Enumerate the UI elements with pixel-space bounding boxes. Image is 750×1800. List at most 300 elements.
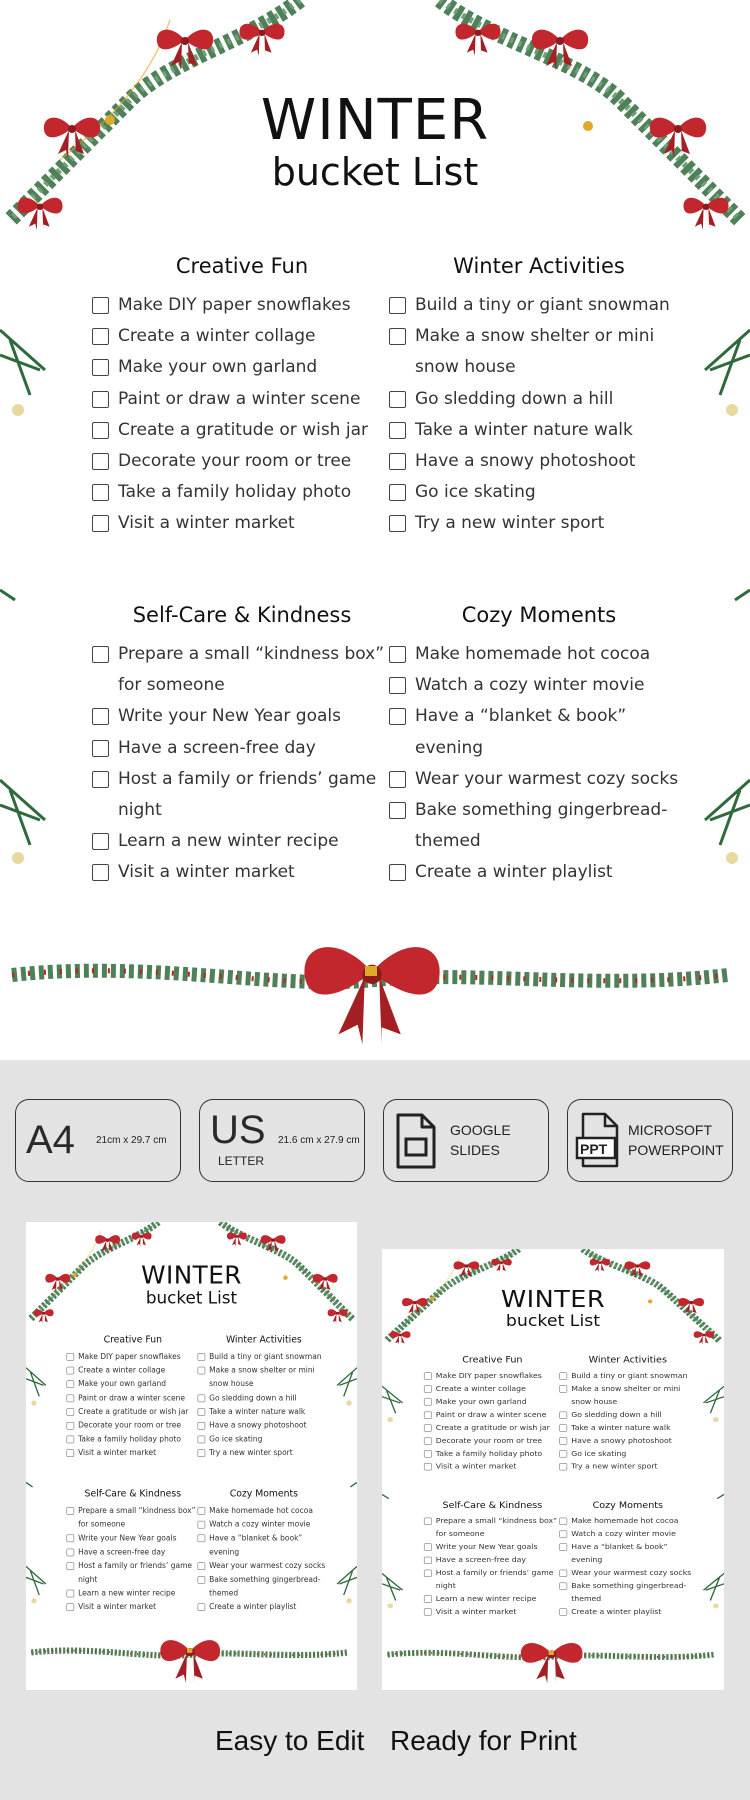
- section-heading: Self-Care & Kindness: [442, 1499, 543, 1510]
- checklist-item: [198, 1391, 330, 1405]
- checkbox[interactable]: [559, 1437, 567, 1444]
- section-list: [198, 1350, 330, 1460]
- checkbox[interactable]: [389, 328, 406, 345]
- checklist-item: [559, 1383, 696, 1409]
- checklist-item: [67, 1545, 199, 1559]
- checklist-item-label: Have a snowy photoshoot: [571, 1436, 672, 1445]
- checkbox[interactable]: [92, 328, 109, 345]
- section-cozy-moments: [198, 1488, 330, 1614]
- checkbox[interactable]: [92, 359, 109, 376]
- section-self-care: [67, 1488, 199, 1614]
- checklist-item-label: Host a family or friends’ game night: [118, 768, 377, 821]
- checklist-item: [92, 826, 392, 857]
- checklist-item-label: Write your New Year goals: [435, 1542, 538, 1552]
- checklist-item-label: Go ice skating: [571, 1449, 627, 1458]
- checklist-item-label: Prepare a small “kindness box” for someone: [118, 644, 385, 696]
- checklist-item-label: Create a winter playlist: [209, 1602, 297, 1612]
- checklist-item-label: Make a snow shelter or mini snow house: [209, 1366, 315, 1389]
- checkbox[interactable]: [389, 422, 406, 439]
- checklist-item: [389, 639, 689, 670]
- checklist-item: [92, 733, 392, 764]
- title-sub: bucket List: [145, 1288, 238, 1308]
- checkbox[interactable]: [424, 1386, 432, 1393]
- title-sub: bucket List: [505, 1311, 601, 1330]
- checkbox[interactable]: [67, 1408, 75, 1416]
- checklist-item: [67, 1391, 199, 1405]
- badge-google-line2: SLIDES: [450, 1142, 500, 1158]
- checklist-item: [67, 1364, 199, 1378]
- checklist-item: [559, 1528, 696, 1541]
- checklist-item-label: Go sledding down a hill: [209, 1393, 297, 1403]
- checklist-item-label: Have a screen-free day: [118, 737, 316, 758]
- checkbox[interactable]: [559, 1411, 567, 1418]
- checkbox[interactable]: [67, 1590, 75, 1598]
- checklist-item-label: Create a gratitude or wish jar: [118, 419, 368, 440]
- checklist-item-label: Visit a winter market: [118, 513, 295, 534]
- section-heading: Winter Activities: [453, 254, 625, 278]
- checkbox[interactable]: [424, 1424, 432, 1431]
- checklist-item: [92, 764, 392, 826]
- section-list: [67, 1350, 199, 1460]
- checklist-item-label: Try a new winter sport: [415, 513, 605, 534]
- checkbox[interactable]: [67, 1549, 75, 1557]
- checkbox[interactable]: [424, 1557, 432, 1564]
- checklist-item-label: Visit a winter market: [78, 1602, 157, 1612]
- checklist-item: [424, 1396, 561, 1409]
- checklist-item: [92, 477, 392, 508]
- checklist-item: [198, 1559, 330, 1573]
- checklist-item: [389, 701, 689, 763]
- checklist-item: [198, 1350, 330, 1364]
- section-heading: Winter Activities: [588, 1354, 667, 1365]
- checkbox[interactable]: [92, 484, 109, 501]
- checkbox[interactable]: [198, 1422, 206, 1430]
- checklist-item: [424, 1448, 561, 1461]
- checkbox[interactable]: [559, 1463, 567, 1470]
- badge-us-letter: [199, 1099, 365, 1182]
- section-heading: Creative Fun: [103, 1334, 162, 1345]
- title-main: WINTER: [141, 1260, 242, 1290]
- checklist-item-label: Wear your warmest cozy socks: [571, 1568, 692, 1578]
- checklist-item-label: Watch a cozy winter movie: [209, 1520, 311, 1529]
- checkbox[interactable]: [424, 1373, 432, 1380]
- section-list: [92, 639, 392, 889]
- checkbox[interactable]: [92, 515, 109, 532]
- checklist-item-label: Go ice skating: [415, 482, 536, 503]
- preview-a4-content: [26, 1222, 357, 1690]
- title-sub: bucket List: [271, 150, 479, 194]
- checklist-item: [92, 384, 392, 415]
- checklist-item: [67, 1405, 199, 1419]
- checkbox[interactable]: [67, 1450, 75, 1458]
- checklist-item-label: Decorate your room or tree: [78, 1421, 182, 1430]
- section-heading: Self-Care & Kindness: [84, 1488, 182, 1499]
- checklist-item: [389, 477, 689, 508]
- checkbox[interactable]: [92, 864, 109, 881]
- checkbox[interactable]: [198, 1394, 206, 1402]
- badge-a4-size: 21cm x 29.7 cm: [96, 1135, 167, 1146]
- checkbox[interactable]: [559, 1544, 567, 1551]
- checkbox[interactable]: [389, 708, 406, 725]
- checklist-item-label: Bake something gingerbread-themed: [571, 1581, 687, 1604]
- checklist-item: [389, 415, 689, 446]
- checklist-item: [424, 1515, 561, 1541]
- checkbox[interactable]: [389, 391, 406, 408]
- checklist-item-label: Make homemade hot cocoa: [415, 644, 651, 664]
- checklist-item: [389, 857, 689, 888]
- checkbox[interactable]: [424, 1437, 432, 1444]
- section-self-care: [424, 1500, 561, 1619]
- checkbox[interactable]: [389, 453, 406, 470]
- badge-us-sub: LETTER: [218, 1154, 265, 1168]
- checklist-item-label: Prepare a small “kindness box” for someone: [78, 1506, 196, 1529]
- checklist-item: [67, 1378, 199, 1392]
- checkbox[interactable]: [559, 1570, 567, 1577]
- section-list: [559, 1370, 696, 1474]
- checklist-item-label: Watch a cozy winter movie: [571, 1529, 676, 1539]
- checklist-item-label: Build a tiny or giant snowman: [571, 1371, 688, 1381]
- checkbox[interactable]: [198, 1353, 206, 1361]
- checkbox[interactable]: [92, 708, 109, 725]
- checklist-item-label: Make homemade hot cocoa: [571, 1516, 679, 1526]
- checkbox[interactable]: [67, 1367, 75, 1375]
- checkbox[interactable]: [389, 297, 406, 314]
- checkbox[interactable]: [67, 1353, 75, 1361]
- checklist-item: [559, 1422, 696, 1435]
- checklist-item-label: Try a new winter sport: [209, 1448, 293, 1458]
- checklist-item-label: Go ice skating: [209, 1434, 263, 1444]
- checkbox[interactable]: [559, 1424, 567, 1431]
- preview-us-letter: [382, 1249, 724, 1690]
- checkbox[interactable]: [559, 1531, 567, 1538]
- checkbox[interactable]: [198, 1576, 206, 1584]
- checklist-item-label: Make DIY paper snowflakes: [118, 295, 351, 315]
- checklist-item-label: Have a “blanket & book” evening: [209, 1533, 303, 1557]
- section-cozy-moments: [559, 1500, 696, 1619]
- checkbox[interactable]: [424, 1570, 432, 1577]
- checklist-item: [424, 1435, 561, 1448]
- checklist-item-label: Take a winter nature walk: [209, 1407, 306, 1417]
- checklist-item: [424, 1593, 561, 1606]
- checkbox[interactable]: [198, 1507, 206, 1515]
- checkbox[interactable]: [67, 1381, 75, 1389]
- badge-google-line1: GOOGLE: [450, 1122, 511, 1138]
- checklist-item: [559, 1541, 696, 1567]
- checklist-item-label: Take a family holiday photo: [435, 1449, 543, 1458]
- checklist-item-label: Create a gratitude or wish jar: [78, 1407, 189, 1417]
- checkbox[interactable]: [198, 1604, 206, 1612]
- checklist-item: [198, 1601, 330, 1615]
- checklist-item: [389, 384, 689, 415]
- checklist-item: [92, 446, 392, 477]
- section-heading: Cozy Moments: [592, 1499, 664, 1510]
- checklist-item: [424, 1422, 561, 1435]
- checklist-item-label: Create a winter collage: [78, 1366, 166, 1375]
- checkbox[interactable]: [92, 833, 109, 850]
- checkbox[interactable]: [198, 1535, 206, 1543]
- checklist-item-label: Decorate your room or tree: [435, 1436, 543, 1445]
- checkbox[interactable]: [198, 1367, 206, 1375]
- checklist-item: [198, 1405, 330, 1419]
- checklist-item-label: Visit a winter market: [118, 862, 295, 883]
- checklist-item: [389, 508, 689, 539]
- title-main: WINTER: [500, 1285, 606, 1313]
- checklist-item-label: Bake something gingerbread-themed: [415, 800, 668, 852]
- section-winter-activities: [198, 1334, 330, 1460]
- checkbox[interactable]: [424, 1463, 432, 1470]
- checkbox[interactable]: [424, 1450, 432, 1457]
- checklist-item: [198, 1446, 330, 1460]
- checkbox[interactable]: [389, 677, 406, 694]
- checklist-item-label: Have a screen-free day: [435, 1555, 527, 1565]
- checklist-item-label: Visit a winter market: [435, 1462, 517, 1471]
- checklist-item-label: Have a screen-free day: [78, 1547, 166, 1557]
- section-list: [198, 1504, 330, 1614]
- section-heading: Creative Fun: [462, 1354, 523, 1365]
- checklist-item-label: Paint or draw a winter scene: [118, 388, 361, 409]
- checklist-item-label: Wear your warmest cozy socks: [415, 768, 679, 789]
- checklist-item-label: Paint or draw a winter scene: [78, 1393, 186, 1403]
- checklist-item-label: Take a family holiday photo: [118, 482, 352, 503]
- section-heading: Cozy Moments: [461, 603, 617, 627]
- checklist-item: [559, 1448, 696, 1461]
- checklist-item: [67, 1587, 199, 1601]
- checklist-item-label: Have a snowy photoshoot: [415, 451, 636, 472]
- footer-easy-to-edit: Easy to Edit: [215, 1725, 365, 1756]
- section-creative-fun: [424, 1355, 561, 1474]
- checklist-item: [424, 1383, 561, 1396]
- checklist-item: [67, 1433, 199, 1447]
- checklist-item: [424, 1606, 561, 1619]
- checklist-item: [389, 670, 689, 701]
- checklist-item: [198, 1433, 330, 1447]
- checkbox[interactable]: [389, 802, 406, 819]
- checklist-item: [389, 290, 689, 321]
- checklist-item: [559, 1515, 696, 1528]
- checklist-item: [92, 415, 392, 446]
- badge-us-label: US: [210, 1108, 266, 1152]
- checklist-item-label: Try a new winter sport: [571, 1462, 658, 1471]
- checklist-item-label: Make DIY paper snowflakes: [78, 1352, 181, 1362]
- section-list: [424, 1515, 561, 1619]
- section-winter-activities: [389, 254, 689, 540]
- checkbox[interactable]: [559, 1373, 567, 1380]
- checklist-item-label: Visit a winter market: [435, 1607, 517, 1617]
- checklist-item: [389, 446, 689, 477]
- checkbox[interactable]: [559, 1450, 567, 1457]
- section-self-care: [92, 603, 392, 889]
- checkbox[interactable]: [92, 453, 109, 470]
- checklist-item: [198, 1573, 330, 1601]
- checklist-item-label: Learn a new winter recipe: [435, 1594, 537, 1604]
- badge-microsoft-line2: POWERPOINT: [628, 1142, 724, 1158]
- checkbox[interactable]: [198, 1562, 206, 1570]
- checkbox[interactable]: [198, 1521, 206, 1529]
- checklist-item: [92, 290, 392, 321]
- checklist-item-label: Make homemade hot cocoa: [209, 1506, 313, 1516]
- section-winter-activities: [559, 1355, 696, 1474]
- checklist-item-label: Have a “blanket & book” evening: [415, 706, 627, 758]
- checklist-item: [198, 1532, 330, 1560]
- checklist-item-label: Have a snowy photoshoot: [209, 1421, 307, 1430]
- checkbox[interactable]: [559, 1386, 567, 1393]
- badge-microsoft-powerpoint: [567, 1099, 733, 1182]
- checklist-item-label: Watch a cozy winter movie: [415, 675, 645, 696]
- checklist-item-label: Create a winter collage: [435, 1384, 526, 1394]
- section-list: [92, 290, 392, 540]
- section-list: [389, 639, 689, 889]
- checklist-item: [559, 1435, 696, 1448]
- checkbox[interactable]: [424, 1411, 432, 1418]
- checklist-item-label: Create a gratitude or wish jar: [435, 1423, 550, 1432]
- checklist-item-label: Make a snow shelter or mini snow house: [415, 326, 655, 378]
- checkbox[interactable]: [389, 771, 406, 788]
- checklist-item: [198, 1364, 330, 1392]
- section-creative-fun: [92, 254, 392, 540]
- badge-us-size: 21.6 cm x 27.9 cm: [278, 1135, 360, 1146]
- checkbox[interactable]: [92, 297, 109, 314]
- section-cozy-moments: [389, 603, 689, 889]
- checkbox[interactable]: [92, 422, 109, 439]
- badge-a4: [15, 1099, 181, 1182]
- checklist-item: [67, 1559, 199, 1587]
- checklist-item: [559, 1580, 696, 1606]
- checklist-item: [198, 1504, 330, 1518]
- section-list: [389, 290, 689, 540]
- checklist-item: [198, 1419, 330, 1433]
- checklist-item-label: Bake something gingerbread-themed: [209, 1575, 321, 1598]
- badge-ppt-icon-text: PPT: [580, 1141, 608, 1157]
- checklist-item-label: Take a winter nature walk: [571, 1423, 671, 1432]
- checklist-item-label: Make your own garland: [435, 1397, 527, 1407]
- checklist-item: [389, 321, 689, 383]
- checklist-item: [198, 1518, 330, 1532]
- checklist-item: [424, 1370, 561, 1383]
- checklist-item-label: Create a winter collage: [118, 326, 316, 347]
- checklist-item-label: Learn a new winter recipe: [118, 831, 339, 852]
- checkbox[interactable]: [92, 771, 109, 788]
- checklist-item: [424, 1461, 561, 1474]
- checklist-item: [389, 795, 689, 857]
- checkbox[interactable]: [389, 515, 406, 532]
- checkbox[interactable]: [424, 1596, 432, 1603]
- checklist-item-label: Go sledding down a hill: [571, 1410, 662, 1419]
- section-heading: Creative Fun: [175, 254, 309, 278]
- checklist-item-label: Write your New Year goals: [78, 1533, 177, 1543]
- checklist-item-label: Make your own garland: [118, 357, 318, 378]
- checklist-item: [559, 1567, 696, 1580]
- checklist-item: [92, 701, 392, 732]
- checklist-item-label: Create a winter playlist: [415, 862, 613, 883]
- checklist-item: [92, 321, 392, 352]
- section-list: [67, 1504, 199, 1614]
- title-main: WINTER: [260, 88, 490, 153]
- checkbox[interactable]: [559, 1583, 567, 1590]
- checkbox[interactable]: [67, 1535, 75, 1543]
- checkbox[interactable]: [67, 1394, 75, 1402]
- checklist-item: [67, 1446, 199, 1460]
- checklist-item-label: Learn a new winter recipe: [78, 1588, 176, 1598]
- checklist-item: [92, 508, 392, 539]
- checklist-item-label: Build a tiny or giant snowman: [209, 1352, 322, 1362]
- checklist-item-label: Decorate your room or tree: [118, 451, 352, 472]
- section-heading: Winter Activities: [225, 1334, 302, 1345]
- checkbox[interactable]: [559, 1518, 567, 1525]
- checkbox[interactable]: [198, 1408, 206, 1416]
- checklist-item: [67, 1419, 199, 1433]
- checklist-item: [424, 1409, 561, 1422]
- checklist-item: [92, 639, 392, 701]
- checklist-item-label: Wear your warmest cozy socks: [209, 1561, 326, 1571]
- checkbox[interactable]: [424, 1399, 432, 1406]
- section-creative-fun: [67, 1334, 199, 1460]
- checklist-item: [559, 1409, 696, 1422]
- checkbox[interactable]: [424, 1609, 432, 1616]
- checkbox[interactable]: [389, 646, 406, 663]
- checklist-item: [67, 1532, 199, 1546]
- checkbox[interactable]: [424, 1544, 432, 1551]
- checkbox[interactable]: [67, 1562, 75, 1570]
- checklist-item: [559, 1461, 696, 1474]
- checklist-item-label: Create a winter playlist: [571, 1607, 662, 1617]
- checklist-item-label: Make DIY paper snowflakes: [435, 1371, 542, 1381]
- checklist-item-label: Take a winter nature walk: [415, 419, 633, 440]
- checklist-item-label: Go sledding down a hill: [415, 388, 614, 409]
- preview-a4: [26, 1222, 357, 1690]
- checkbox[interactable]: [198, 1436, 206, 1444]
- preview-us-content: [382, 1249, 724, 1690]
- checklist-item-label: Host a family or friends’ game night: [78, 1561, 193, 1585]
- checkbox[interactable]: [389, 864, 406, 881]
- checkbox[interactable]: [67, 1436, 75, 1444]
- checkbox[interactable]: [198, 1450, 206, 1458]
- checklist-item-label: Have a “blanket & book” evening: [571, 1542, 668, 1565]
- checklist-item: [559, 1370, 696, 1383]
- footer-ready-for-print: Ready for Print: [390, 1725, 577, 1756]
- checkbox[interactable]: [559, 1609, 567, 1616]
- section-heading: Cozy Moments: [229, 1488, 298, 1499]
- checklist-item: [67, 1350, 199, 1364]
- checkbox[interactable]: [424, 1518, 432, 1525]
- checkbox[interactable]: [67, 1422, 75, 1430]
- checklist-item: [424, 1554, 561, 1567]
- checkbox[interactable]: [67, 1604, 75, 1612]
- checklist-item-label: Make a snow shelter or mini snow house: [571, 1384, 681, 1407]
- checkbox[interactable]: [67, 1507, 75, 1515]
- checklist-item-label: Paint or draw a winter scene: [435, 1410, 547, 1419]
- checklist-item-label: Prepare a small “kindness box” for someone: [435, 1516, 558, 1539]
- badge-google-slides: [383, 1099, 549, 1182]
- checkbox[interactable]: [92, 740, 109, 757]
- checklist-item: [389, 764, 689, 795]
- checklist-item: [424, 1567, 561, 1593]
- checklist-item-label: Take a family holiday photo: [78, 1434, 181, 1444]
- checklist-item: [92, 352, 392, 383]
- badge-a4-label: A4: [26, 1118, 75, 1162]
- section-list: [559, 1515, 696, 1619]
- checklist-item: [92, 857, 392, 888]
- checkbox[interactable]: [92, 646, 109, 663]
- checkbox[interactable]: [389, 484, 406, 501]
- checklist-item-label: Write your New Year goals: [118, 706, 341, 727]
- checklist-item-label: Make your own garland: [78, 1379, 166, 1389]
- badge-microsoft-line1: MICROSOFT: [628, 1122, 712, 1138]
- slides-icon: [394, 1113, 438, 1169]
- checklist-item: [424, 1541, 561, 1554]
- section-list: [424, 1370, 561, 1474]
- checkbox[interactable]: [92, 391, 109, 408]
- checklist-item: [559, 1606, 696, 1619]
